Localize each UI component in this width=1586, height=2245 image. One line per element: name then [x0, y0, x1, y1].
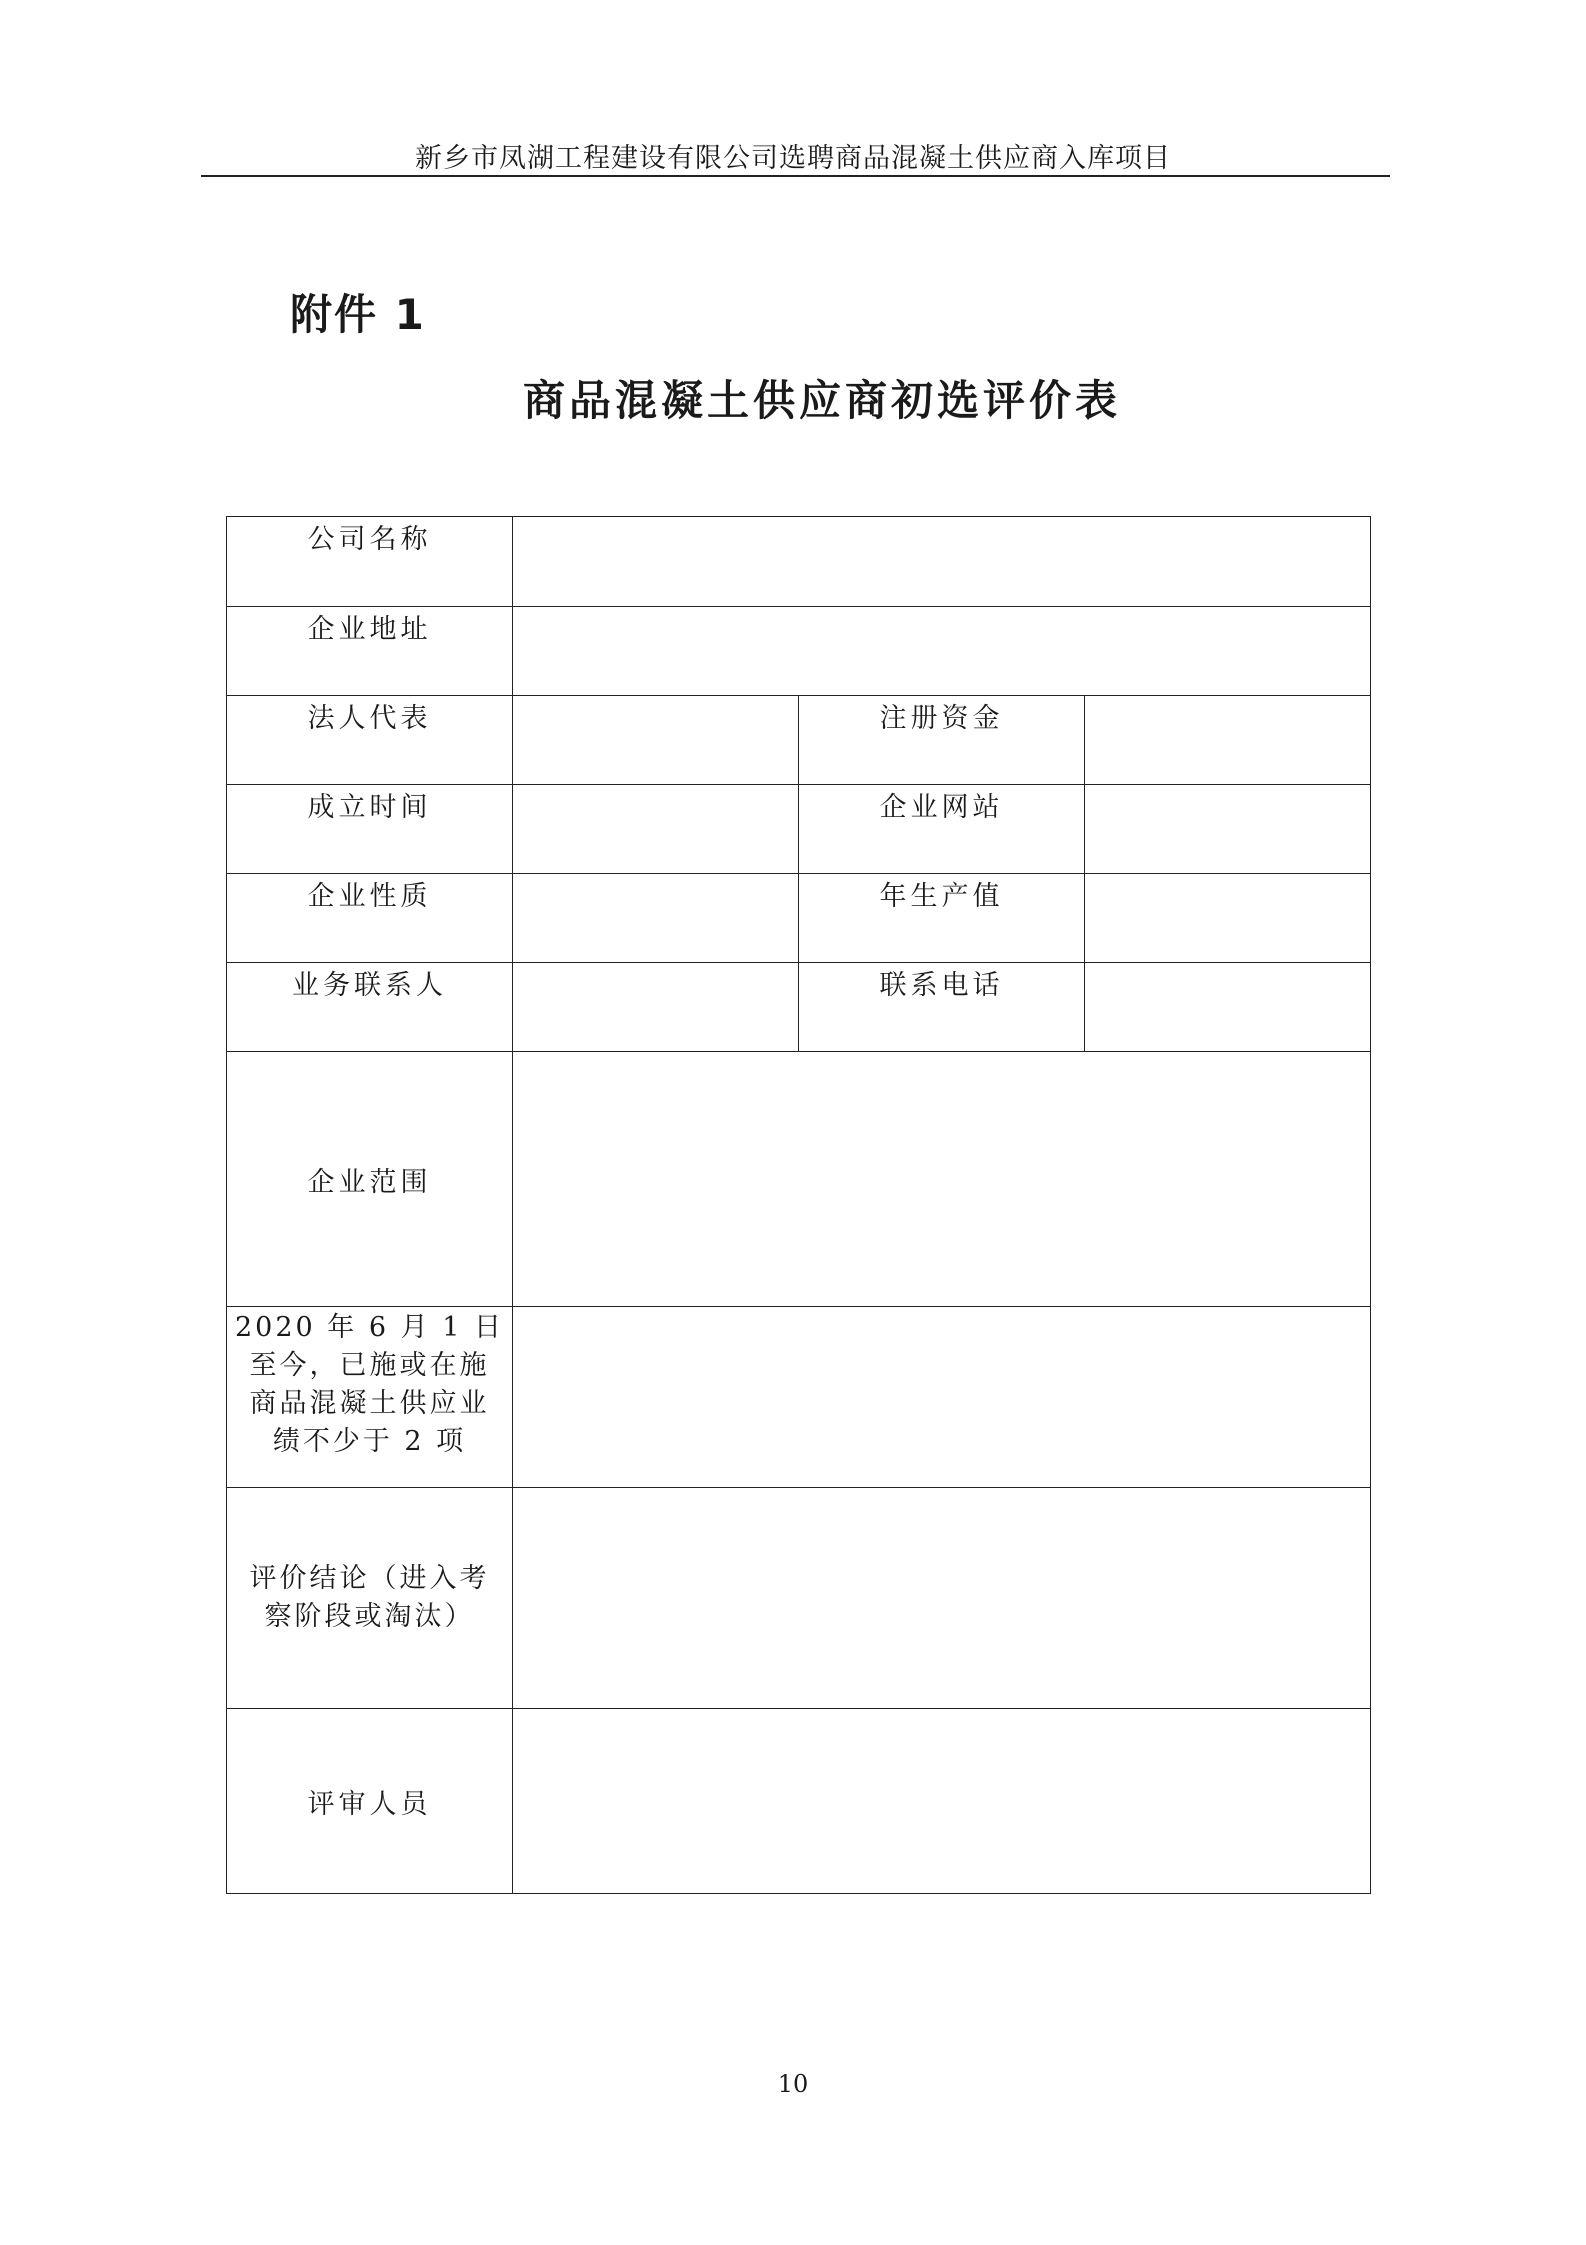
- conclusion-label: 评价结论（进入考察阶段或淘汰）: [227, 1488, 513, 1709]
- established-label: 成立时间: [227, 785, 513, 874]
- reviewers-field[interactable]: [513, 1709, 1371, 1894]
- nature-label: 企业性质: [227, 874, 513, 963]
- contact-person-field[interactable]: [513, 963, 799, 1052]
- evaluation-form-table: [226, 516, 1371, 1894]
- attachment-label: 附件 1: [290, 290, 426, 339]
- document-title: 商品混凝土供应商初选评价表: [522, 376, 1121, 425]
- website-label: 企业网站: [799, 785, 1085, 874]
- table-row: [227, 1052, 1371, 1307]
- scope-label: 企业范围: [227, 1052, 513, 1307]
- table-row: [227, 785, 1371, 874]
- table-row: [227, 1709, 1371, 1894]
- page-header-title: 新乡市凤湖工程建设有限公司选聘商品混凝土供应商入库项目: [415, 143, 1171, 174]
- table-row: [227, 963, 1371, 1052]
- performance-field[interactable]: [513, 1307, 1371, 1488]
- performance-label: 2020 年 6 月 1 日至今，已施或在施商品混凝土供应业绩不少于 2 项: [227, 1307, 513, 1488]
- annual-output-field[interactable]: [1085, 874, 1371, 963]
- contact-person-label: 业务联系人: [227, 963, 513, 1052]
- company-address-field[interactable]: [513, 607, 1371, 696]
- conclusion-field[interactable]: [513, 1488, 1371, 1709]
- registered-capital-label: 注册资金: [799, 696, 1085, 785]
- established-field[interactable]: [513, 785, 799, 874]
- table-row: [227, 696, 1371, 785]
- legal-rep-field[interactable]: [513, 696, 799, 785]
- company-name-field[interactable]: [513, 517, 1371, 607]
- legal-rep-label: 法人代表: [227, 696, 513, 785]
- scope-field[interactable]: [513, 1052, 1371, 1307]
- phone-label: 联系电话: [799, 963, 1085, 1052]
- table-row: [227, 517, 1371, 607]
- table-row: [227, 874, 1371, 963]
- annual-output-label: 年生产值: [799, 874, 1085, 963]
- page-number: 10: [777, 2070, 809, 2098]
- table-row: [227, 1307, 1371, 1488]
- table-row: [227, 1488, 1371, 1709]
- website-field[interactable]: [1085, 785, 1371, 874]
- phone-field[interactable]: [1085, 963, 1371, 1052]
- company-address-label: 企业地址: [227, 607, 513, 696]
- registered-capital-field[interactable]: [1085, 696, 1371, 785]
- reviewers-label: 评审人员: [227, 1709, 513, 1894]
- header-rule: [201, 175, 1390, 177]
- table-row: [227, 607, 1371, 696]
- nature-field[interactable]: [513, 874, 799, 963]
- company-name-label: 公司名称: [227, 517, 513, 607]
